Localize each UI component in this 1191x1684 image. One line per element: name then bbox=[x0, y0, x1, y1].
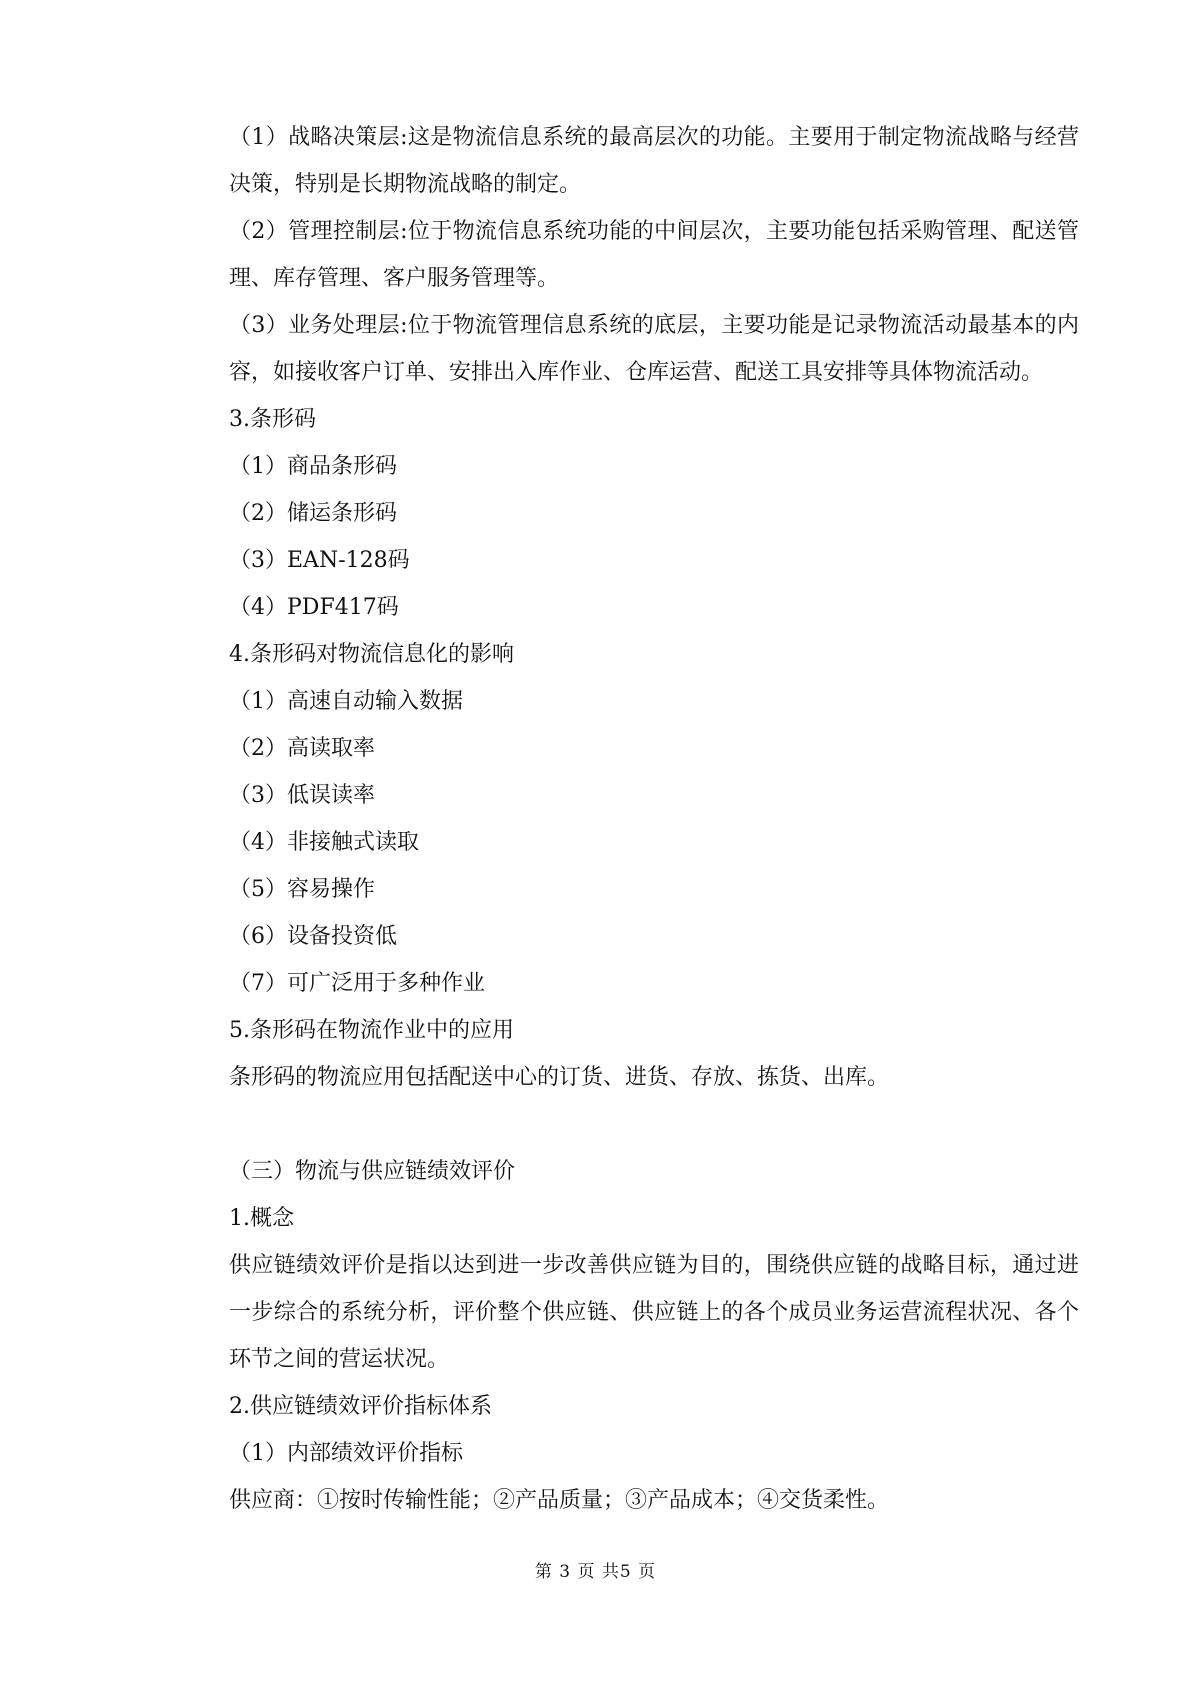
paragraph-supplier: 供应商：①按时传输性能；②产品质量；③产品成本；④交货柔性。 bbox=[229, 1488, 890, 1513]
paragraph-strategic-decision-layer: （1）战略决策层:这是物流信息系统的最高层次的功能。主要用于制定物流战略与经营决策，特别是长期物流战略的制定。 bbox=[229, 125, 1079, 197]
list-item: （4）PDF417码 bbox=[229, 595, 399, 620]
list-item: （3）EAN-128码 bbox=[229, 548, 410, 573]
list-item: （2）储运条形码 bbox=[229, 501, 397, 526]
list-item: （4）非接触式读取 bbox=[229, 830, 419, 855]
list-item: （7）可广泛用于多种作业 bbox=[229, 971, 485, 996]
heading-indicator-system: 2.供应链绩效评价指标体系 bbox=[229, 1394, 492, 1419]
heading-barcode-impact: 4.条形码对物流信息化的影响 bbox=[229, 642, 514, 667]
list-item: （5）容易操作 bbox=[229, 877, 375, 902]
list-item: （6）设备投资低 bbox=[229, 924, 397, 949]
blank-line bbox=[229, 1101, 1079, 1148]
paragraph-barcode-application: 条形码的物流应用包括配送中心的订货、进货、存放、拣货、出库。 bbox=[229, 1065, 890, 1090]
heading-concept: 1.概念 bbox=[229, 1206, 294, 1231]
page-number-footer: 第 3 页 共5 页 bbox=[534, 1562, 657, 1582]
list-item: （1）商品条形码 bbox=[229, 454, 397, 479]
list-item: （1）内部绩效评价指标 bbox=[229, 1441, 463, 1466]
paragraph-business-processing-layer: （3）业务处理层:位于物流管理信息系统的底层，主要功能是记录物流活动最基本的内容，如接收客户订单、安排出入库作业、仓库运营、配送工具安排等具体物流活动。 bbox=[229, 313, 1079, 385]
paragraph-management-control-layer: （2）管理控制层:位于物流信息系统功能的中间层次，主要功能包括采购管理、配送管理、库存管理、客户服务管理等。 bbox=[229, 219, 1079, 291]
list-item: （3）低误读率 bbox=[229, 783, 375, 808]
heading-barcode: 3.条形码 bbox=[229, 407, 316, 432]
section-heading-performance-evaluation: （三）物流与供应链绩效评价 bbox=[229, 1159, 516, 1184]
paragraph-concept: 供应链绩效评价是指以达到进一步改善供应链为目的，围绕供应链的战略目标，通过进一步综合的系统分析，评价整个供应链、供应链上的各个成员业务运营流程状况、各个环节之间的营运状况。 bbox=[229, 1253, 1079, 1372]
document-body bbox=[229, 114, 1079, 1524]
list-item: （1）高速自动输入数据 bbox=[229, 689, 463, 714]
heading-barcode-application: 5.条形码在物流作业中的应用 bbox=[229, 1018, 514, 1043]
list-item: （2）高读取率 bbox=[229, 736, 375, 761]
